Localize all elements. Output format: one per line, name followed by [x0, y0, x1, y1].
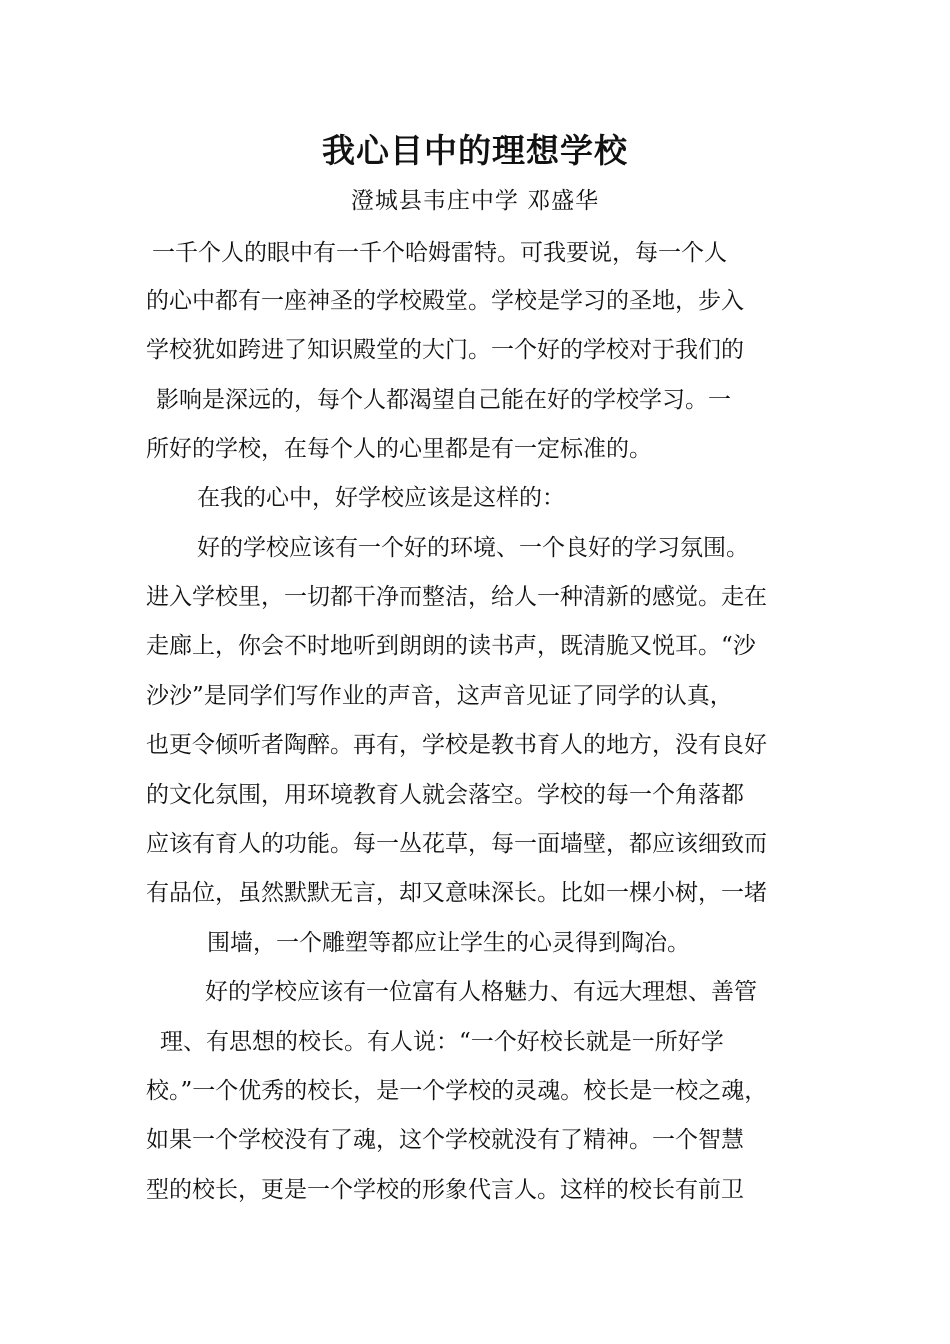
text-line: 影响是深远的，每个人都渴望自己能在好的学校学习。一: [156, 387, 731, 413]
document-title: 我心目中的理想学校: [322, 131, 628, 170]
text-line: 围墙，一个雕塑等都应让学生的心灵得到陶冶。: [207, 930, 690, 956]
text-line: 理、有思想的校长。有人说：“一个好校长就是一所好学: [160, 1029, 724, 1055]
text-line: 进入学校里，一切都干净而整洁，给人一种清新的感觉。走在: [146, 584, 767, 610]
text-line: 走廊上，你会不时地听到朗朗的读书声，既清脆又悦耳。“沙: [146, 633, 756, 659]
text-line: 校。”一个优秀的校长，是一个学校的灵魂。校长是一校之魂，: [146, 1078, 768, 1104]
text-line: 所好的学校，在每个人的心里都是有一定标准的。: [146, 436, 652, 462]
text-line: 也更令倾听者陶醉。再有，学校是教书育人的地方，没有良好: [146, 732, 767, 758]
text-line: 的文化氛围，用环境教育人就会落空。学校的每一个角落都: [146, 782, 744, 808]
text-line: 好的学校应该有一位富有人格魅力、有远大理想、善管: [205, 979, 757, 1005]
text-line: 应该有育人的功能。每一丛花草，每一面墙壁，都应该细致而: [146, 831, 767, 857]
text-line: 的心中都有一座神圣的学校殿堂。学校是学习的圣地，步入: [146, 288, 744, 314]
text-line: 有品位，虽然默默无言，却又意味深长。比如一棵小树，一堵: [146, 880, 767, 906]
text-line: 沙沙”是同学们写作业的声音，这声音见证了同学的认真，: [146, 683, 733, 709]
text-line: 一千个人的眼中有一千个哈姆雷特。可我要说，每一个人: [152, 240, 727, 266]
document-author: 澄城县韦庄中学 邓盛华: [350, 188, 600, 214]
text-line: 如果一个学校没有了魂，这个学校就没有了精神。一个智慧: [146, 1127, 744, 1153]
text-line: 学校犹如跨进了知识殿堂的大门。一个好的学校对于我们的: [146, 337, 744, 363]
text-line: 在我的心中，好学校应该是这样的：: [197, 485, 565, 511]
text-line: 型的校长，更是一个学校的形象代言人。这样的校长有前卫: [146, 1177, 744, 1203]
text-line: 好的学校应该有一个好的环境、一个良好的学习氛围。: [197, 535, 749, 561]
